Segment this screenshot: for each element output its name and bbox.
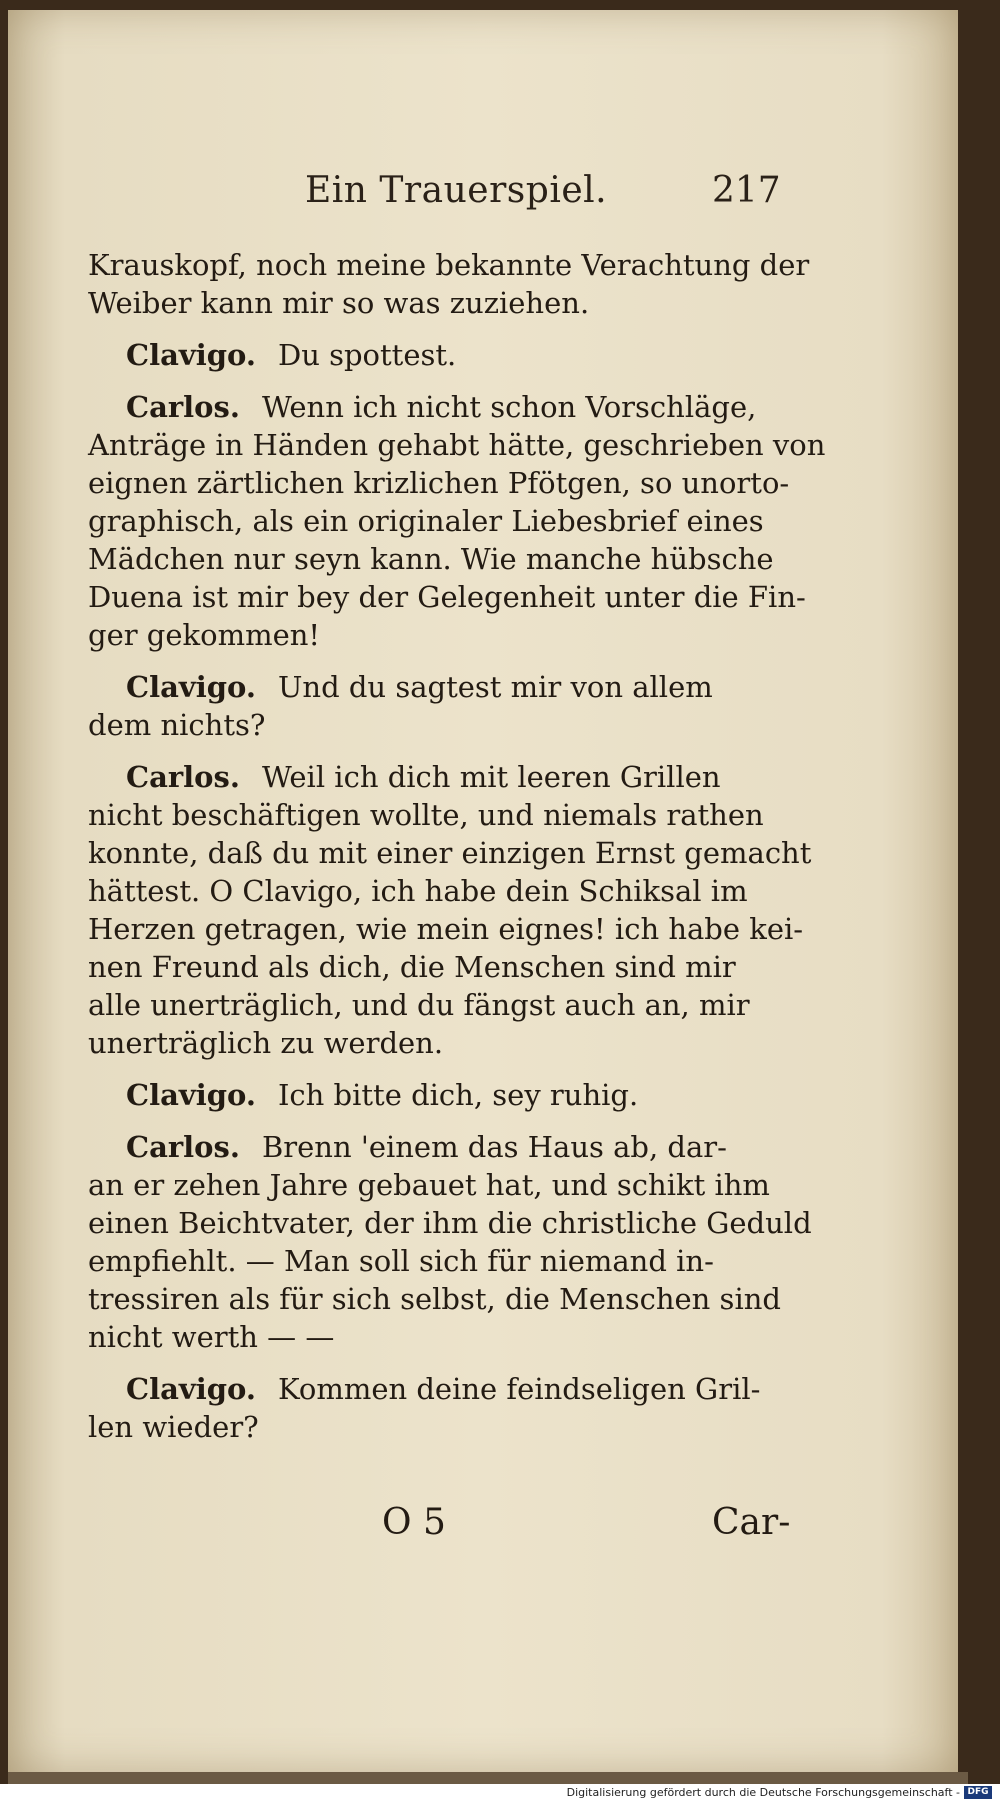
line-text: Anträge in Händen gehabt hätte, geschrieben von <box>88 428 826 462</box>
line-text: nicht beschäftigen wollte, und niemals rathen <box>88 798 764 832</box>
text-line <box>88 986 788 1024</box>
page-footer <box>0 1502 1000 1550</box>
page-number: 217 <box>712 170 781 211</box>
line-text: Brenn 'einem das Haus ab, dar- <box>261 1130 727 1164</box>
speech-line <box>88 1370 788 1408</box>
line-text: eignen zärtlichen krizlichen Pfötgen, so unorto- <box>88 466 790 500</box>
line-text: graphisch, als ein originaler Liebesbrief eines <box>88 504 764 538</box>
line-text: Mädchen nur seyn kann. Wie manche hübsche <box>88 542 774 576</box>
page-header <box>0 170 1000 220</box>
line-text: Weil ich dich mit leeren Grillen <box>261 760 721 794</box>
line-text: nen Freund als dich, die Menschen sind mir <box>88 950 736 984</box>
text-line <box>88 834 812 872</box>
text-line <box>88 706 788 744</box>
text-line <box>88 1280 788 1318</box>
line-text: Ich bitte dich, sey ruhig. <box>277 1078 639 1112</box>
speech-line <box>88 336 788 374</box>
line-text: Kommen deine feindseligen Gril- <box>277 1372 761 1406</box>
line-text: alle unerträglich, und du fängst auch an, mir <box>88 988 750 1022</box>
text-line <box>88 616 788 654</box>
digitization-note: Digitalisierung gefördert durch die Deutsche Forschungsgemeinschaft - <box>566 1786 960 1799</box>
text-line <box>88 1242 788 1280</box>
text-line <box>88 464 788 502</box>
text-line <box>88 796 788 834</box>
line-text: Und du sagtest mir von allem <box>277 670 713 704</box>
speech-line <box>88 758 788 796</box>
text-line <box>88 1024 788 1062</box>
speaker-name: Carlos. <box>126 1130 240 1164</box>
page-edge <box>8 1772 968 1784</box>
speaker-name: Clavigo. <box>126 670 256 704</box>
line-text: hättest. O Clavigo, ich habe dein Schiksal im <box>88 874 748 908</box>
line-text: tressiren als für sich selbst, die Menschen sind <box>88 1282 781 1316</box>
text-line <box>88 1408 788 1446</box>
text-line <box>88 426 826 464</box>
text-line <box>88 910 804 948</box>
line-text: Wenn ich nicht schon Vorschläge, <box>261 390 757 424</box>
running-title: Ein Trauerspiel. <box>305 170 608 211</box>
speaker-name: Carlos. <box>126 760 240 794</box>
text-line <box>88 948 788 986</box>
body-text <box>88 246 826 1446</box>
line-text: len wieder? <box>88 1410 259 1444</box>
text-line <box>88 578 806 616</box>
line-text: einen Beichtvater, der ihm die christliche Geduld <box>88 1206 812 1240</box>
speaker-name: Carlos. <box>126 390 240 424</box>
line-text: konnte, daß du mit einer einzigen Ernst gemacht <box>88 836 812 870</box>
line-text: Krauskopf, noch meine bekannte Verachtung der <box>88 248 810 282</box>
text-line <box>88 502 788 540</box>
line-text: unerträglich zu werden. <box>88 1026 444 1060</box>
line-text: ger gekommen! <box>88 618 321 652</box>
line-text: Herzen getragen, wie mein eignes! ich habe kei- <box>88 912 804 946</box>
text-line <box>88 1318 788 1356</box>
text-line <box>88 1166 788 1204</box>
text-line <box>88 1204 812 1242</box>
line-text: nicht werth — — <box>88 1320 335 1354</box>
catchword: Car- <box>712 1502 791 1543</box>
signature-mark: O 5 <box>382 1502 446 1543</box>
speech-line <box>88 1076 788 1114</box>
text-line <box>88 246 810 284</box>
speech-line <box>88 1128 788 1166</box>
speaker-name: Clavigo. <box>126 338 256 372</box>
text-line <box>88 540 788 578</box>
text-line <box>88 284 788 322</box>
speaker-name: Clavigo. <box>126 1372 256 1406</box>
text-line <box>88 872 788 910</box>
line-text: Weiber kann mir so was zuziehen. <box>88 286 590 320</box>
line-text: Du spottest. <box>277 338 457 372</box>
speaker-name: Clavigo. <box>126 1078 256 1112</box>
dfg-logo: DFG <box>964 1786 992 1799</box>
line-text: an er zehen Jahre gebauet hat, und schikt ihm <box>88 1168 770 1202</box>
speech-line <box>88 668 788 706</box>
speech-line <box>88 388 788 426</box>
line-text: Duena ist mir bey der Gelegenheit unter die Fin- <box>88 580 806 614</box>
line-text: dem nichts? <box>88 708 266 742</box>
line-text: empfiehlt. — Man soll sich für niemand in- <box>88 1244 714 1278</box>
